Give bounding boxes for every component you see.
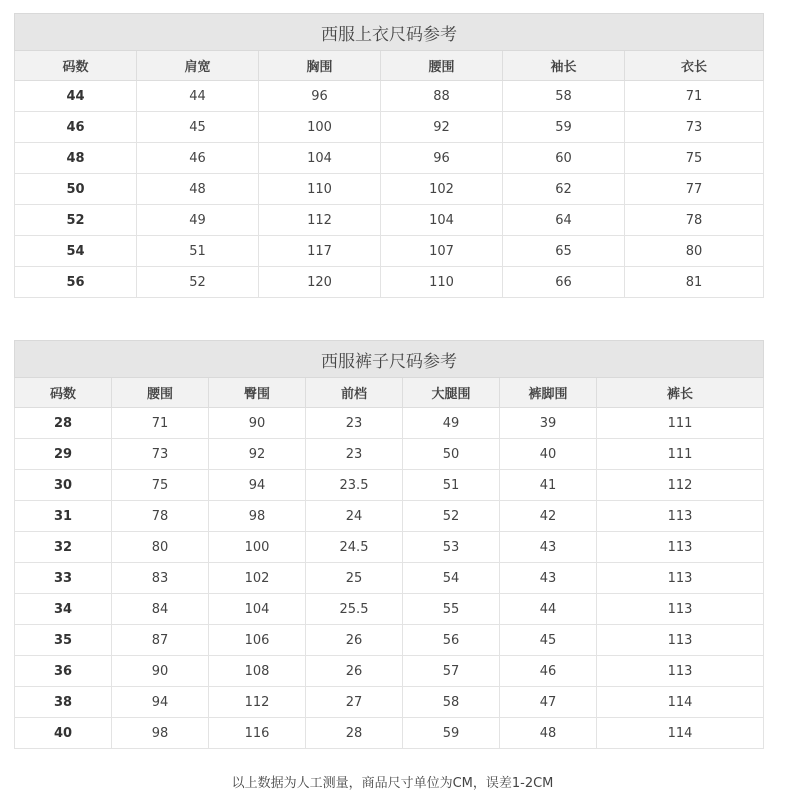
size-cell: 46	[15, 112, 137, 143]
column-header: 肩宽	[137, 51, 259, 81]
size-cell: 35	[15, 625, 112, 656]
measurement-cell: 39	[500, 408, 597, 439]
measurement-cell: 87	[112, 625, 209, 656]
measurement-cell: 28	[306, 718, 403, 749]
measurement-cell: 55	[403, 594, 500, 625]
measurement-cell: 107	[381, 236, 503, 267]
measurement-cell: 52	[403, 501, 500, 532]
measurement-cell: 42	[500, 501, 597, 532]
measurement-cell: 114	[597, 687, 764, 718]
column-header: 腰围	[381, 51, 503, 81]
column-header: 码数	[15, 51, 137, 81]
table-row	[15, 532, 764, 563]
column-header: 裤脚围	[500, 378, 597, 408]
size-cell: 34	[15, 594, 112, 625]
measurement-cell: 113	[597, 501, 764, 532]
table-row	[15, 236, 764, 267]
measurement-cell: 108	[209, 656, 306, 687]
measurement-cell: 54	[403, 563, 500, 594]
measurement-cell: 112	[209, 687, 306, 718]
table-row	[15, 143, 764, 174]
measurement-cell: 25	[306, 563, 403, 594]
measurement-cell: 24	[306, 501, 403, 532]
measurement-cell: 27	[306, 687, 403, 718]
measurement-cell: 94	[209, 470, 306, 501]
measurement-cell: 77	[625, 174, 764, 205]
column-header: 裤长	[597, 378, 764, 408]
measurement-cell: 43	[500, 563, 597, 594]
measurement-cell: 45	[137, 112, 259, 143]
measurement-cell: 40	[500, 439, 597, 470]
measurement-cell: 75	[625, 143, 764, 174]
measurement-cell: 59	[403, 718, 500, 749]
measurement-cell: 47	[500, 687, 597, 718]
measurement-cell: 120	[259, 267, 381, 298]
column-header: 袖长	[503, 51, 625, 81]
measurement-cell: 113	[597, 594, 764, 625]
measurement-cell: 73	[112, 439, 209, 470]
column-header: 衣长	[625, 51, 764, 81]
measurement-cell: 100	[209, 532, 306, 563]
size-cell: 56	[15, 267, 137, 298]
measurement-cell: 64	[503, 205, 625, 236]
measurement-cell: 88	[381, 81, 503, 112]
measurement-cell: 44	[500, 594, 597, 625]
table-row	[15, 501, 764, 532]
measurement-cell: 49	[403, 408, 500, 439]
table-row	[15, 656, 764, 687]
column-header: 胸围	[259, 51, 381, 81]
measurement-cell: 102	[381, 174, 503, 205]
column-header: 腰围	[112, 378, 209, 408]
measurement-cell: 23.5	[306, 470, 403, 501]
measurement-cell: 98	[112, 718, 209, 749]
size-cell: 29	[15, 439, 112, 470]
measurement-cell: 110	[259, 174, 381, 205]
size-cell: 28	[15, 408, 112, 439]
measurement-cell: 96	[381, 143, 503, 174]
table-row	[15, 687, 764, 718]
measurement-cell: 23	[306, 439, 403, 470]
measurement-cell: 66	[503, 267, 625, 298]
pants-size-table	[14, 340, 764, 749]
measurement-cell: 113	[597, 532, 764, 563]
measurement-cell: 62	[503, 174, 625, 205]
measurement-cell: 94	[112, 687, 209, 718]
measurement-cell: 25.5	[306, 594, 403, 625]
column-header: 码数	[15, 378, 112, 408]
table-row	[15, 112, 764, 143]
measurement-cell: 51	[403, 470, 500, 501]
measurement-cell: 112	[597, 470, 764, 501]
measurement-cell: 26	[306, 625, 403, 656]
size-cell: 38	[15, 687, 112, 718]
size-cell: 50	[15, 174, 137, 205]
measurement-cell: 49	[137, 205, 259, 236]
measurement-cell: 45	[500, 625, 597, 656]
measurement-cell: 80	[625, 236, 764, 267]
measurement-cell: 24.5	[306, 532, 403, 563]
table-row	[15, 470, 764, 501]
measurement-cell: 56	[403, 625, 500, 656]
measurement-cell: 75	[112, 470, 209, 501]
measurement-cell: 80	[112, 532, 209, 563]
measurement-cell: 65	[503, 236, 625, 267]
measurement-cell: 90	[209, 408, 306, 439]
measurement-cell: 41	[500, 470, 597, 501]
measurement-cell: 51	[137, 236, 259, 267]
table-row	[15, 594, 764, 625]
column-header: 大腿围	[403, 378, 500, 408]
size-cell: 31	[15, 501, 112, 532]
column-header: 前档	[306, 378, 403, 408]
size-cell: 54	[15, 236, 137, 267]
column-header: 臀围	[209, 378, 306, 408]
measurement-cell: 111	[597, 408, 764, 439]
table-row	[15, 81, 764, 112]
measurement-cell: 81	[625, 267, 764, 298]
size-cell: 40	[15, 718, 112, 749]
measurement-cell: 60	[503, 143, 625, 174]
measurement-cell: 90	[112, 656, 209, 687]
measurement-cell: 104	[209, 594, 306, 625]
measurement-cell: 106	[209, 625, 306, 656]
measurement-cell: 83	[112, 563, 209, 594]
measurement-cell: 71	[625, 81, 764, 112]
measurement-cell: 58	[503, 81, 625, 112]
measurement-cell: 71	[112, 408, 209, 439]
measurement-cell: 112	[259, 205, 381, 236]
measurement-cell: 78	[112, 501, 209, 532]
measurement-cell: 78	[625, 205, 764, 236]
measurement-cell: 57	[403, 656, 500, 687]
measurement-cell: 116	[209, 718, 306, 749]
measurement-cell: 44	[137, 81, 259, 112]
table-row	[15, 563, 764, 594]
measurement-cell: 114	[597, 718, 764, 749]
measurement-cell: 53	[403, 532, 500, 563]
size-cell: 32	[15, 532, 112, 563]
table-row	[15, 439, 764, 470]
table-row	[15, 408, 764, 439]
measurement-cell: 96	[259, 81, 381, 112]
jacket-table-title: 西服上衣尺码参考	[15, 14, 764, 51]
table-row	[15, 267, 764, 298]
measurement-cell: 117	[259, 236, 381, 267]
size-cell: 48	[15, 143, 137, 174]
measurement-cell: 52	[137, 267, 259, 298]
measurement-cell: 104	[381, 205, 503, 236]
measurement-note: 以上数据为人工测量，商品尺寸单位为CM，误差1-2CM	[231, 776, 554, 791]
measurement-cell: 59	[503, 112, 625, 143]
size-cell: 30	[15, 470, 112, 501]
measurement-cell: 113	[597, 656, 764, 687]
measurement-cell: 92	[209, 439, 306, 470]
measurement-cell: 113	[597, 563, 764, 594]
pants-table-title: 西服裤子尺码参考	[15, 341, 764, 378]
measurement-cell: 48	[500, 718, 597, 749]
size-cell: 33	[15, 563, 112, 594]
measurement-cell: 23	[306, 408, 403, 439]
measurement-cell: 104	[259, 143, 381, 174]
measurement-cell: 84	[112, 594, 209, 625]
table-row	[15, 625, 764, 656]
size-cell: 36	[15, 656, 112, 687]
table-row	[15, 205, 764, 236]
measurement-cell: 111	[597, 439, 764, 470]
table-row	[15, 718, 764, 749]
measurement-cell: 92	[381, 112, 503, 143]
size-cell: 44	[15, 81, 137, 112]
measurement-cell: 113	[597, 625, 764, 656]
size-cell: 52	[15, 205, 137, 236]
measurement-cell: 43	[500, 532, 597, 563]
measurement-cell: 48	[137, 174, 259, 205]
measurement-cell: 98	[209, 501, 306, 532]
measurement-cell: 58	[403, 687, 500, 718]
measurement-cell: 26	[306, 656, 403, 687]
measurement-cell: 46	[137, 143, 259, 174]
table-row	[15, 174, 764, 205]
measurement-cell: 50	[403, 439, 500, 470]
measurement-cell: 73	[625, 112, 764, 143]
measurement-cell: 100	[259, 112, 381, 143]
jacket-size-table	[14, 13, 764, 298]
measurement-cell: 110	[381, 267, 503, 298]
measurement-cell: 46	[500, 656, 597, 687]
measurement-cell: 102	[209, 563, 306, 594]
